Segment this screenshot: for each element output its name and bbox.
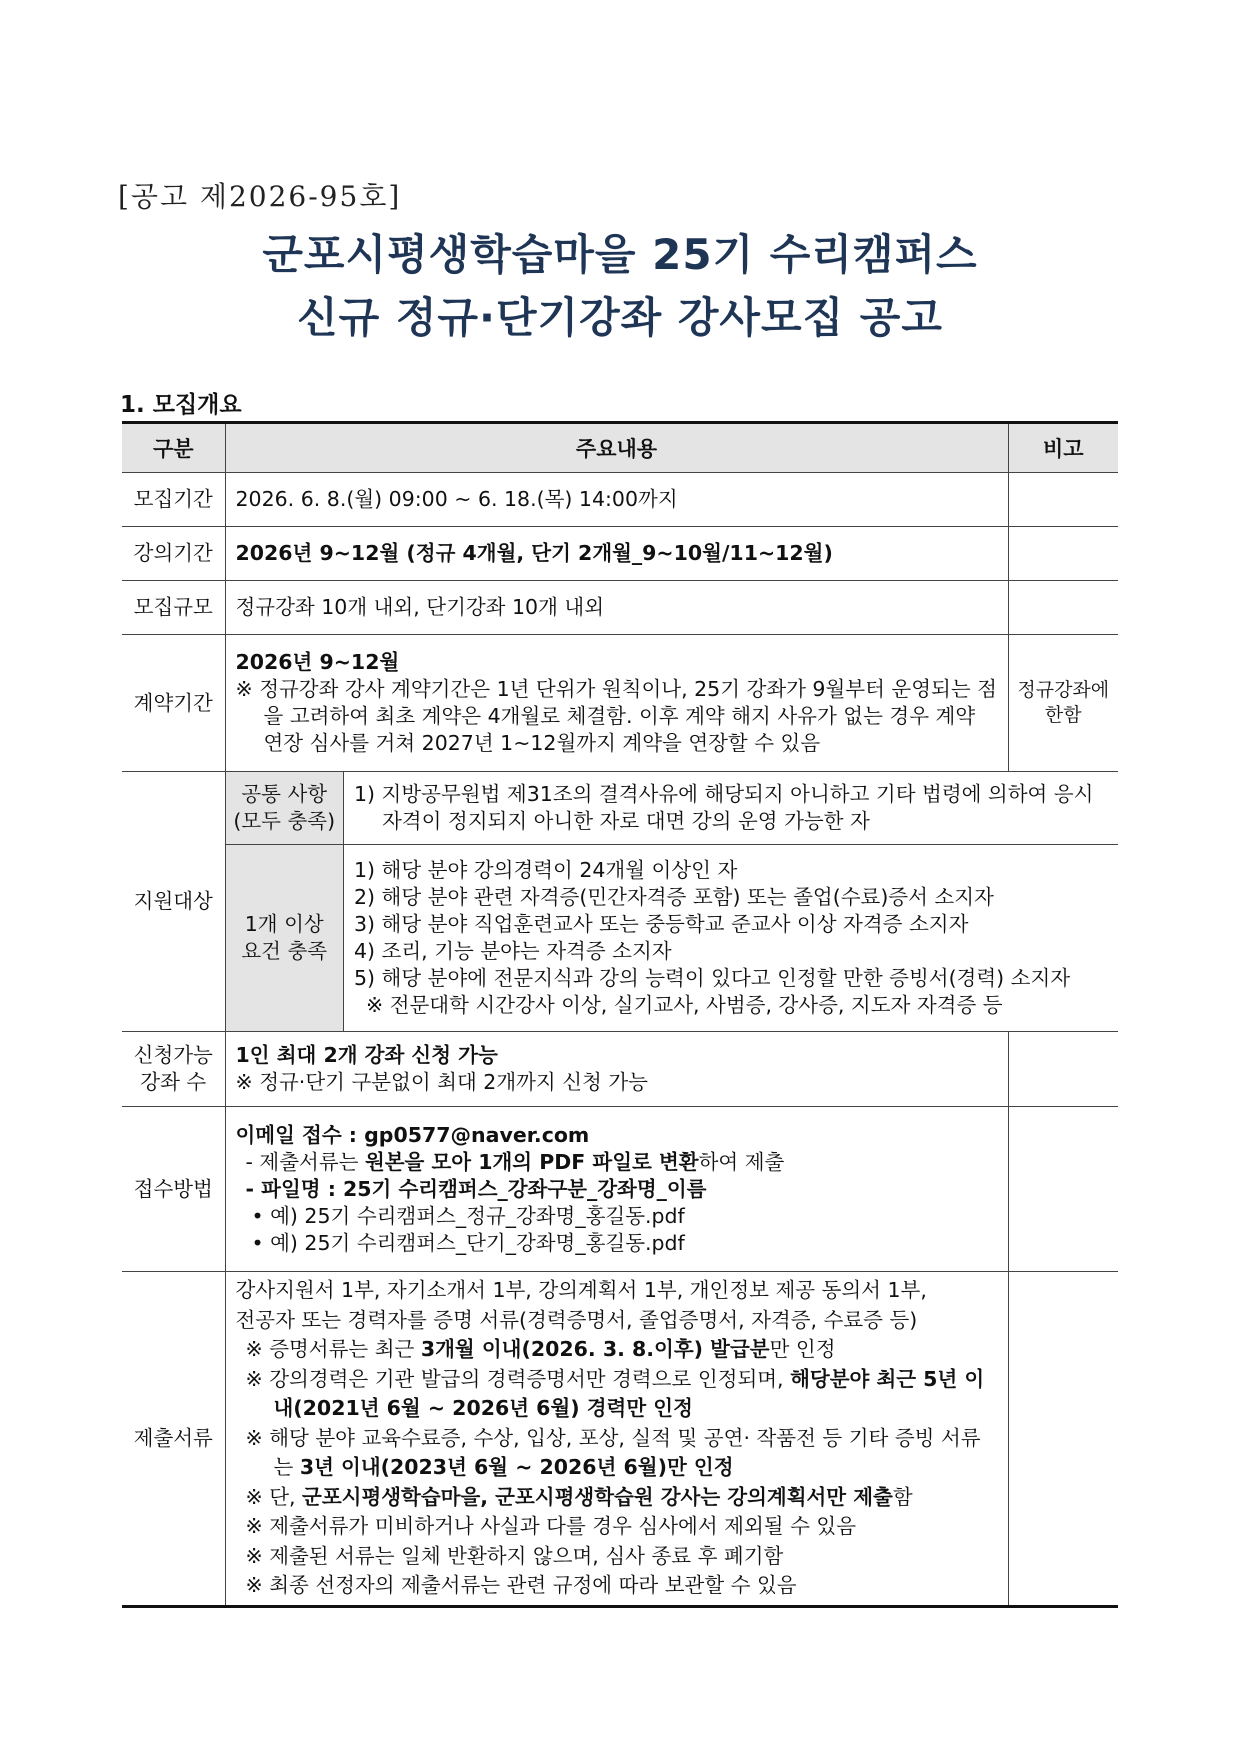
docs-note: ※ 해당 분야 교육수료증, 수상, 입상, 포상, 실적 및 공연· 작품전 등 기타 증빙 서류는 3년 이내(2023년 6월 ~ 2026년 6월)만 인정 [245, 1425, 981, 1479]
row-label: 지원대상 [122, 772, 225, 1032]
docs-note: ※ 증명서류는 최근 3개월 이내(2026. 3. 8.이후) 발급분만 인정 [245, 1337, 836, 1361]
file-example: • 예) 25기 수리캠퍼스_단기_강좌명_홍길동.pdf [251, 1230, 685, 1255]
table-row [122, 1272, 1118, 1607]
row-content: 2026. 6. 8.(월) 09:00 ~ 6. 18.(목) 14:00까지 [225, 473, 1008, 527]
course-limit: 1인 최대 2개 강좌 신청 가능 [235, 1043, 498, 1067]
table-row [122, 581, 1118, 635]
row-remark [1008, 581, 1118, 635]
page-title-line1: 군포시평생학습마을 25기 수리캠퍼스 [262, 230, 978, 279]
file-name-rule: - 파일명 : 25기 수리캠퍼스_강좌구분_강좌명_이름 [245, 1176, 707, 1201]
header-category: 구분 [122, 423, 225, 473]
requirement-label-sub: 요건 충족 [241, 938, 328, 963]
docs-line: 강사지원서 1부, 자기소개서 1부, 강의계획서 1부, 개인정보 제공 동의서 1부, [235, 1278, 927, 1302]
notice-number: [공고 제2026-95호] [118, 180, 402, 213]
table-row [122, 1032, 1118, 1107]
table-row [122, 1107, 1118, 1272]
requirement-item: 4) 조리, 기능 분야는 자격증 소지자 [354, 938, 672, 963]
section-heading: 1. 모집개요 [120, 392, 242, 418]
requirement-item: 1) 해당 분야 강의경력이 24개월 이상인 자 [354, 857, 738, 882]
page-title-line2: 신규 정규·단기강좌 강사모집 공고 [297, 293, 943, 342]
common-label-sub: (모두 충족) [233, 808, 336, 833]
docs-note: ※ 제출된 서류는 일체 반환하지 않으며, 심사 종료 후 폐기함 [245, 1543, 784, 1568]
table-row [122, 635, 1118, 772]
table-row [122, 772, 1118, 1032]
row-label-sub: 강좌 수 [140, 1070, 207, 1094]
contract-note: ※ 정규강좌 강사 계약기간은 1년 단위가 원칙이나, 25기 강좌가 9월부터 운영되는 점을 고려하여 최초 계약은 4개월로 체결함. 이후 계약 해지 사유가 없는 경우 계약 연장 심사를 거쳐 2027년 1~12월까지 계약을 연장할 수 있음 [235, 677, 997, 755]
row-label: 모집기간 [122, 473, 225, 527]
table-row [122, 473, 1118, 527]
requirement-item: ※ 전문대학 시간강사 이상, 실기교사, 사범증, 강사증, 지도자 자격증 등 [366, 992, 1003, 1017]
row-label: 접수방법 [122, 1107, 225, 1272]
requirement-item: 2) 해당 분야 관련 자격증(민간자격증 포함) 또는 졸업(수료)증서 소지자 [354, 884, 994, 909]
eligibility-subtable [226, 772, 1119, 1031]
row-content: 2026년 9~12월 (정규 4개월, 단기 2개월_9~10월/11~12월) [225, 527, 1008, 581]
row-remark [1008, 527, 1118, 581]
common-label: 공통 사항 [241, 781, 328, 806]
row-label: 강의기간 [122, 527, 225, 581]
email-submission: 이메일 접수 : gp0577@naver.com [235, 1122, 590, 1147]
docs-note: ※ 최종 선정자의 제출서류는 관련 규정에 따라 보관할 수 있음 [245, 1573, 797, 1597]
contract-period: 2026년 9~12월 [235, 650, 400, 674]
row-remark [1008, 473, 1118, 527]
requirement-label: 1개 이상 [244, 911, 324, 936]
docs-note: ※ 제출서류가 미비하거나 사실과 다를 경우 심사에서 제외될 수 있음 [245, 1514, 857, 1538]
row-label: 제출서류 [122, 1272, 225, 1607]
row-remark: 정규강좌에 한함 [1008, 635, 1118, 772]
requirement-item: 5) 해당 분야에 전문지식과 강의 능력이 있다고 인정할 만한 증빙서(경력) 소지자 [354, 965, 1071, 990]
method-line: - 제출서류는 원본을 모아 1개의 PDF 파일로 변환하여 제출 [245, 1149, 785, 1174]
common-requirement: 1) 지방공무원법 제31조의 결격사유에 해당되지 아니하고 기타 법령에 의하여 응시자격이 정지되지 아니한 자로 대면 강의 운영 가능한 자 [354, 781, 1094, 833]
row-content: 정규강좌 10개 내외, 단기강좌 10개 내외 [225, 581, 1008, 635]
docs-note: ※ 강의경력은 기관 발급의 경력증명서만 경력으로 인정되며, 해당분야 최근 5년 이내(2021년 6월 ~ 2026년 6월) 경력만 인정 [245, 1366, 985, 1420]
docs-line: 전공자 또는 경력자를 증명 서류(경력증명서, 졸업증명서, 자격증, 수료증 등) [235, 1307, 918, 1332]
table-row [122, 527, 1118, 581]
row-label: 신청가능 [133, 1043, 213, 1067]
row-remark [1008, 1032, 1118, 1107]
docs-note: ※ 단, 군포시평생학습마을, 군포시평생학습원 강사는 강의계획서만 제출함 [245, 1484, 913, 1509]
recruitment-overview-table [122, 421, 1118, 1608]
requirement-item: 3) 해당 분야 직업훈련교사 또는 중등학교 준교사 이상 자격증 소지자 [354, 911, 969, 936]
row-label: 계약기간 [122, 635, 225, 772]
course-limit-note: ※ 정규·단기 구분없이 최대 2개까지 신청 가능 [235, 1070, 648, 1094]
row-remark [1008, 1272, 1118, 1607]
file-example: • 예) 25기 수리캠퍼스_정규_강좌명_홍길동.pdf [251, 1203, 685, 1228]
row-remark [1008, 1107, 1118, 1272]
header-remark: 비고 [1008, 423, 1118, 473]
header-content: 주요내용 [225, 423, 1008, 473]
row-label: 모집규모 [122, 581, 225, 635]
